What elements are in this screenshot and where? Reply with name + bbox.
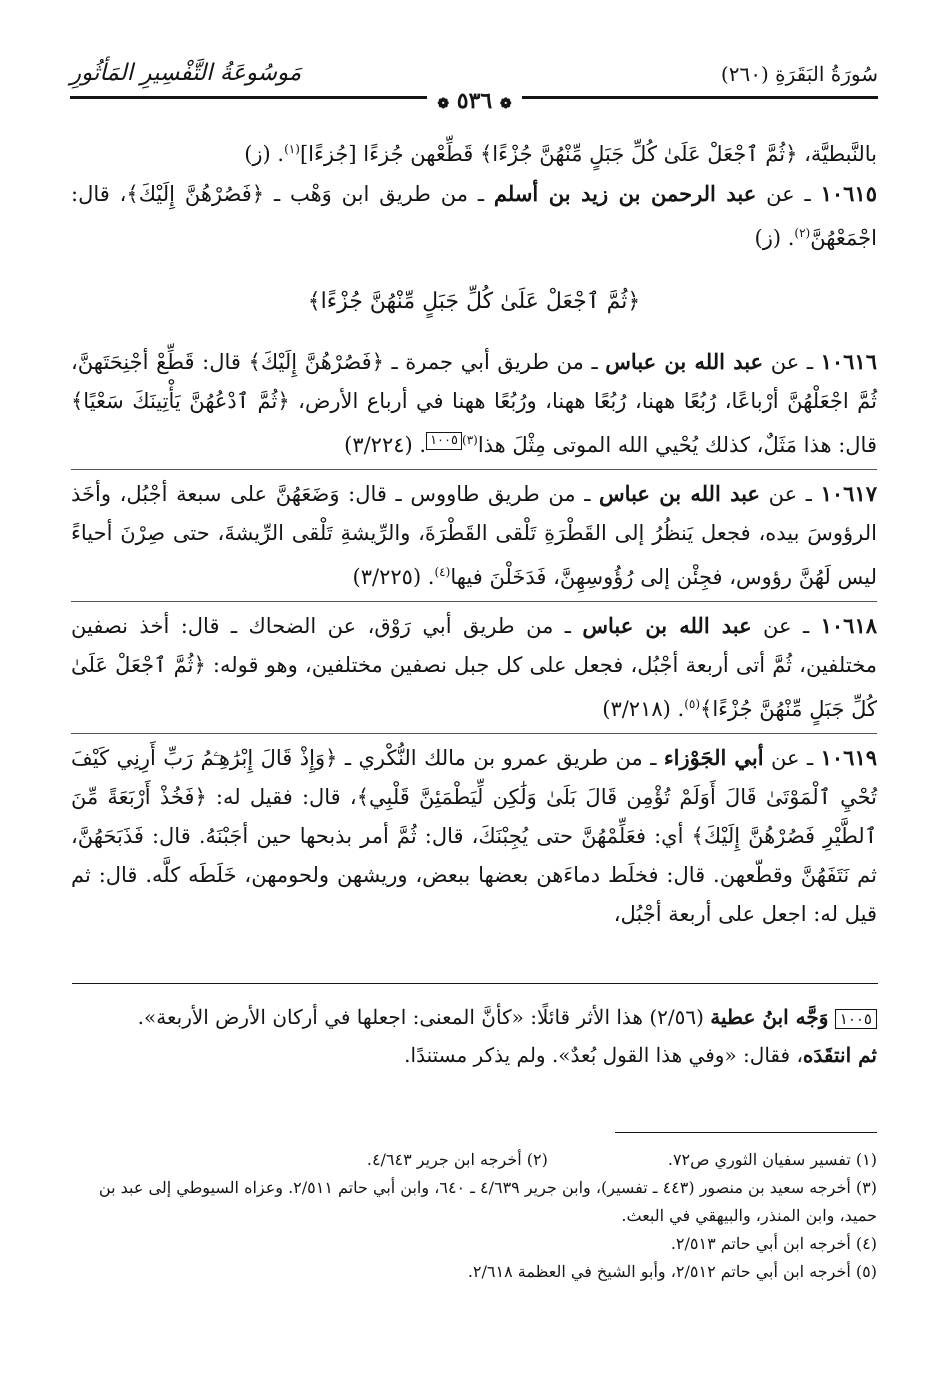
note-ref-box: ١٠٠٥ [426, 432, 462, 450]
footnote-2: (٢) أخرجه ابن جرير ٤/٦٤٣. [366, 1150, 548, 1169]
entry-number: ١٠٦١٥ [820, 181, 877, 206]
ornament-icon: ❁ [437, 96, 450, 112]
footnotes [71, 1146, 877, 1286]
footnote-divider [615, 1132, 877, 1133]
ornament-icon: ❁ [499, 96, 512, 112]
entry-10615: ١٠٦١٥ ـ عن عبد الرحمن بن زيد بن أسلم ـ من طريق ابن وَهْب ـ ﴿فَصُرْهُنَّ إِلَيْكَ﴾، قال: اجْمَعْهُنَّ$^{(٢)}$. (ز) [71, 181, 877, 250]
footnote-ref: (٣) [462, 433, 478, 447]
narrator-name: عبد الرحمن بن زيد بن أسلم [493, 181, 757, 206]
page-number-row [0, 88, 949, 114]
entry-10619: ١٠٦١٩ ـ عن أبي الجَوْزاء ـ من طريق عمرو بن مالك النُّكْري ـ ﴿وَإِذْ قَالَ إِبْرَٰهِـۧمُ رَبِّ أَرِنِي كَيْفَ تُحْيِ ٱلْمَوْتَىٰ قَالَ أَوَلَمْ تُؤْمِن قَالَ بَلَىٰ وَلَٰكِن لِّيَطْمَئِنَّ قَلْبِي﴾، قال: فقيل له: ﴿فَخُذْ أَرْبَعَةً مِّنَ ٱلطَّيْرِ فَصُرْهُنَّ إِلَيْكَ﴾ أي: فعَلِّمْهُنَّ حتى يُجِبْنَكَ، قال: ثُمَّ أمر بذبحها حين أجَبْنَهُ. قال: فَذَبَحَهُنَّ، ثم نَتَفَهُنَّ وقطّعهن. قال: فخلَط دماءَهن بعضها ببعض، وريشهن ولحومهن، خَلَطَه كلَّه. قال: ثم قيل له: اجعل على أربعة أجْبُل، [71, 745, 878, 926]
footnote-row [71, 1146, 877, 1174]
note-line: ثم انتقَدَه، فقال: «وفي هذا القول بُعدٌ». ولم يذكر مستندًا. [404, 1043, 877, 1067]
entry-number: ١٠٦١٧ [820, 481, 877, 506]
paragraph-continuation: بالنَّبطيَّة، ﴿ثُمَّ ٱجْعَلْ عَلَىٰ كُلِّ جَبَلٍ مِّنْهُنَّ جُزْءًا﴾ قَطِّعْهن جُزءًا [جُزءًا]$^{(١)}$. (ز) [244, 142, 877, 166]
note-number-box: ١٠٠٥ [835, 1009, 877, 1029]
note-line: ١٠٠٥ وَجَّه ابنُ عطية (٢/٥٦) هذا الأثر قائلًا: «كأنَّ المعنى: اجعلها في أركان الأرض الأربعة». [71, 998, 877, 1036]
footnote-ref: (٤) [434, 565, 451, 579]
book-title: مَوسُوعَةُ التَّفْسِيرِ المَأثُورِ [70, 60, 302, 86]
entry-divider [71, 469, 877, 470]
footnote-ref: (٥) [684, 697, 701, 711]
entry-10616: ١٠٦١٦ ـ عن عبد الله بن عباس ـ من طريق أبي جمرة ـ ﴿فَصُرْهُنَّ إِلَيْكَ﴾ قال: قَطِّعْ أجْنِحَتَهنَّ، ثُمَّ اجْعَلْهُنَّ أرْباعًا، رُبُعًا ههنا، رُبُعًا ههنا، ورُبُعًا ههنا في أرباع الأرض، ﴿ثُمَّ ٱدْعُهُنَّ يَأْتِينَكَ سَعْيًا﴾ قال: هذا مَثَلٌ، كذلك يُحْيي الله الموتى مِثْلَ هذا$^{(٣)}$١٠٠٥. (٣/٢٢٤) [71, 349, 877, 457]
footnote-ref: (٢) [794, 226, 811, 240]
entry-10617: ١٠٦١٧ ـ عن عبد الله بن عباس ـ من طريق طاووس ـ قال: وَضَعَهُنَّ على سبعة أجْبُل، وأخَذ الرؤوسَ بيده، فجعل يَنظُرُ إلى القَطْرَةِ تَلْقى القَطْرَةَ، والرِّيشةِ تَلْقى الرِّيشةَ، حتى صِرْنَ أحياءً ليس لَهُنَّ رؤوس، فجِئْن إلى رُؤُوسِهِنَّ، فَدَخَلْنَ فيها$^{(٤)}$. (٣/٢٢٥) [71, 481, 877, 589]
entry-number: ١٠٦١٦ [820, 349, 877, 374]
footnote-5: (٥) أخرجه ابن أبي حاتم ٢/٥١٢، وأبو الشيخ في العظمة ٢/٦١٨. [467, 1262, 877, 1281]
surah-title: سُورَةُ البَقَرَةِ (٢٦٠) [720, 62, 878, 86]
narrator-name: عبد الله بن عباس [599, 481, 760, 506]
main-text [71, 130, 877, 934]
entry-divider [71, 733, 877, 734]
commentary-note [71, 998, 877, 1074]
note-divider [72, 983, 878, 984]
narrator-name: عبد الله بن عباس [605, 349, 764, 374]
narrator-name: عبد الله بن عباس [582, 613, 752, 638]
footnote-1: (١) تفسير سفيان الثوري ص٧٢. [667, 1150, 877, 1169]
note-author: وَجَّه ابنُ عطية [710, 1005, 829, 1029]
entry-10618: ١٠٦١٨ ـ عن عبد الله بن عباس ـ من طريق أبي رَوْق، عن الضحاك ـ قال: أخذ نصفين مختلفين، ثُمَّ أتى أربعة أجْبُل، فجعل على كل جبل نصفين مختلفين، وهو قوله: ﴿ثُمَّ ٱجْعَلْ عَلَىٰ كُلِّ جَبَلٍ مِّنْهُنَّ جُزْءًا﴾$^{(٥)}$. (٣/٢١٨) [71, 613, 878, 721]
entry-divider [71, 601, 877, 602]
footnote-3: (٣) أخرجه سعيد بن منصور (٤٤٣ ـ تفسير)، وابن جرير ٤/٦٣٩ ـ ٦٤٠، وابن أبي حاتم ٢/٥١١. وعزاه السيوطي إلى عبد بن حميد، وابن المنذر، والبيهقي في البعث. [98, 1178, 877, 1225]
section-heading: ﴿ثُمَّ ٱجْعَلْ عَلَىٰ كُلِّ جَبَلٍ مِّنْهُنَّ جُزْءًا﴾ [307, 289, 641, 314]
footnote-4: (٤) أخرجه ابن أبي حاتم ٢/٥١٣. [670, 1234, 877, 1253]
note-critique: ثم انتقَدَه [802, 1043, 877, 1067]
page-number: ❁ ٥٣٦ ❁ [427, 88, 521, 114]
entry-number: ١٠٦١٩ [820, 745, 878, 770]
footnote-ref: (١) [284, 142, 300, 156]
entry-number: ١٠٦١٨ [820, 613, 878, 638]
narrator-name: أبي الجَوْزاء [663, 745, 764, 770]
